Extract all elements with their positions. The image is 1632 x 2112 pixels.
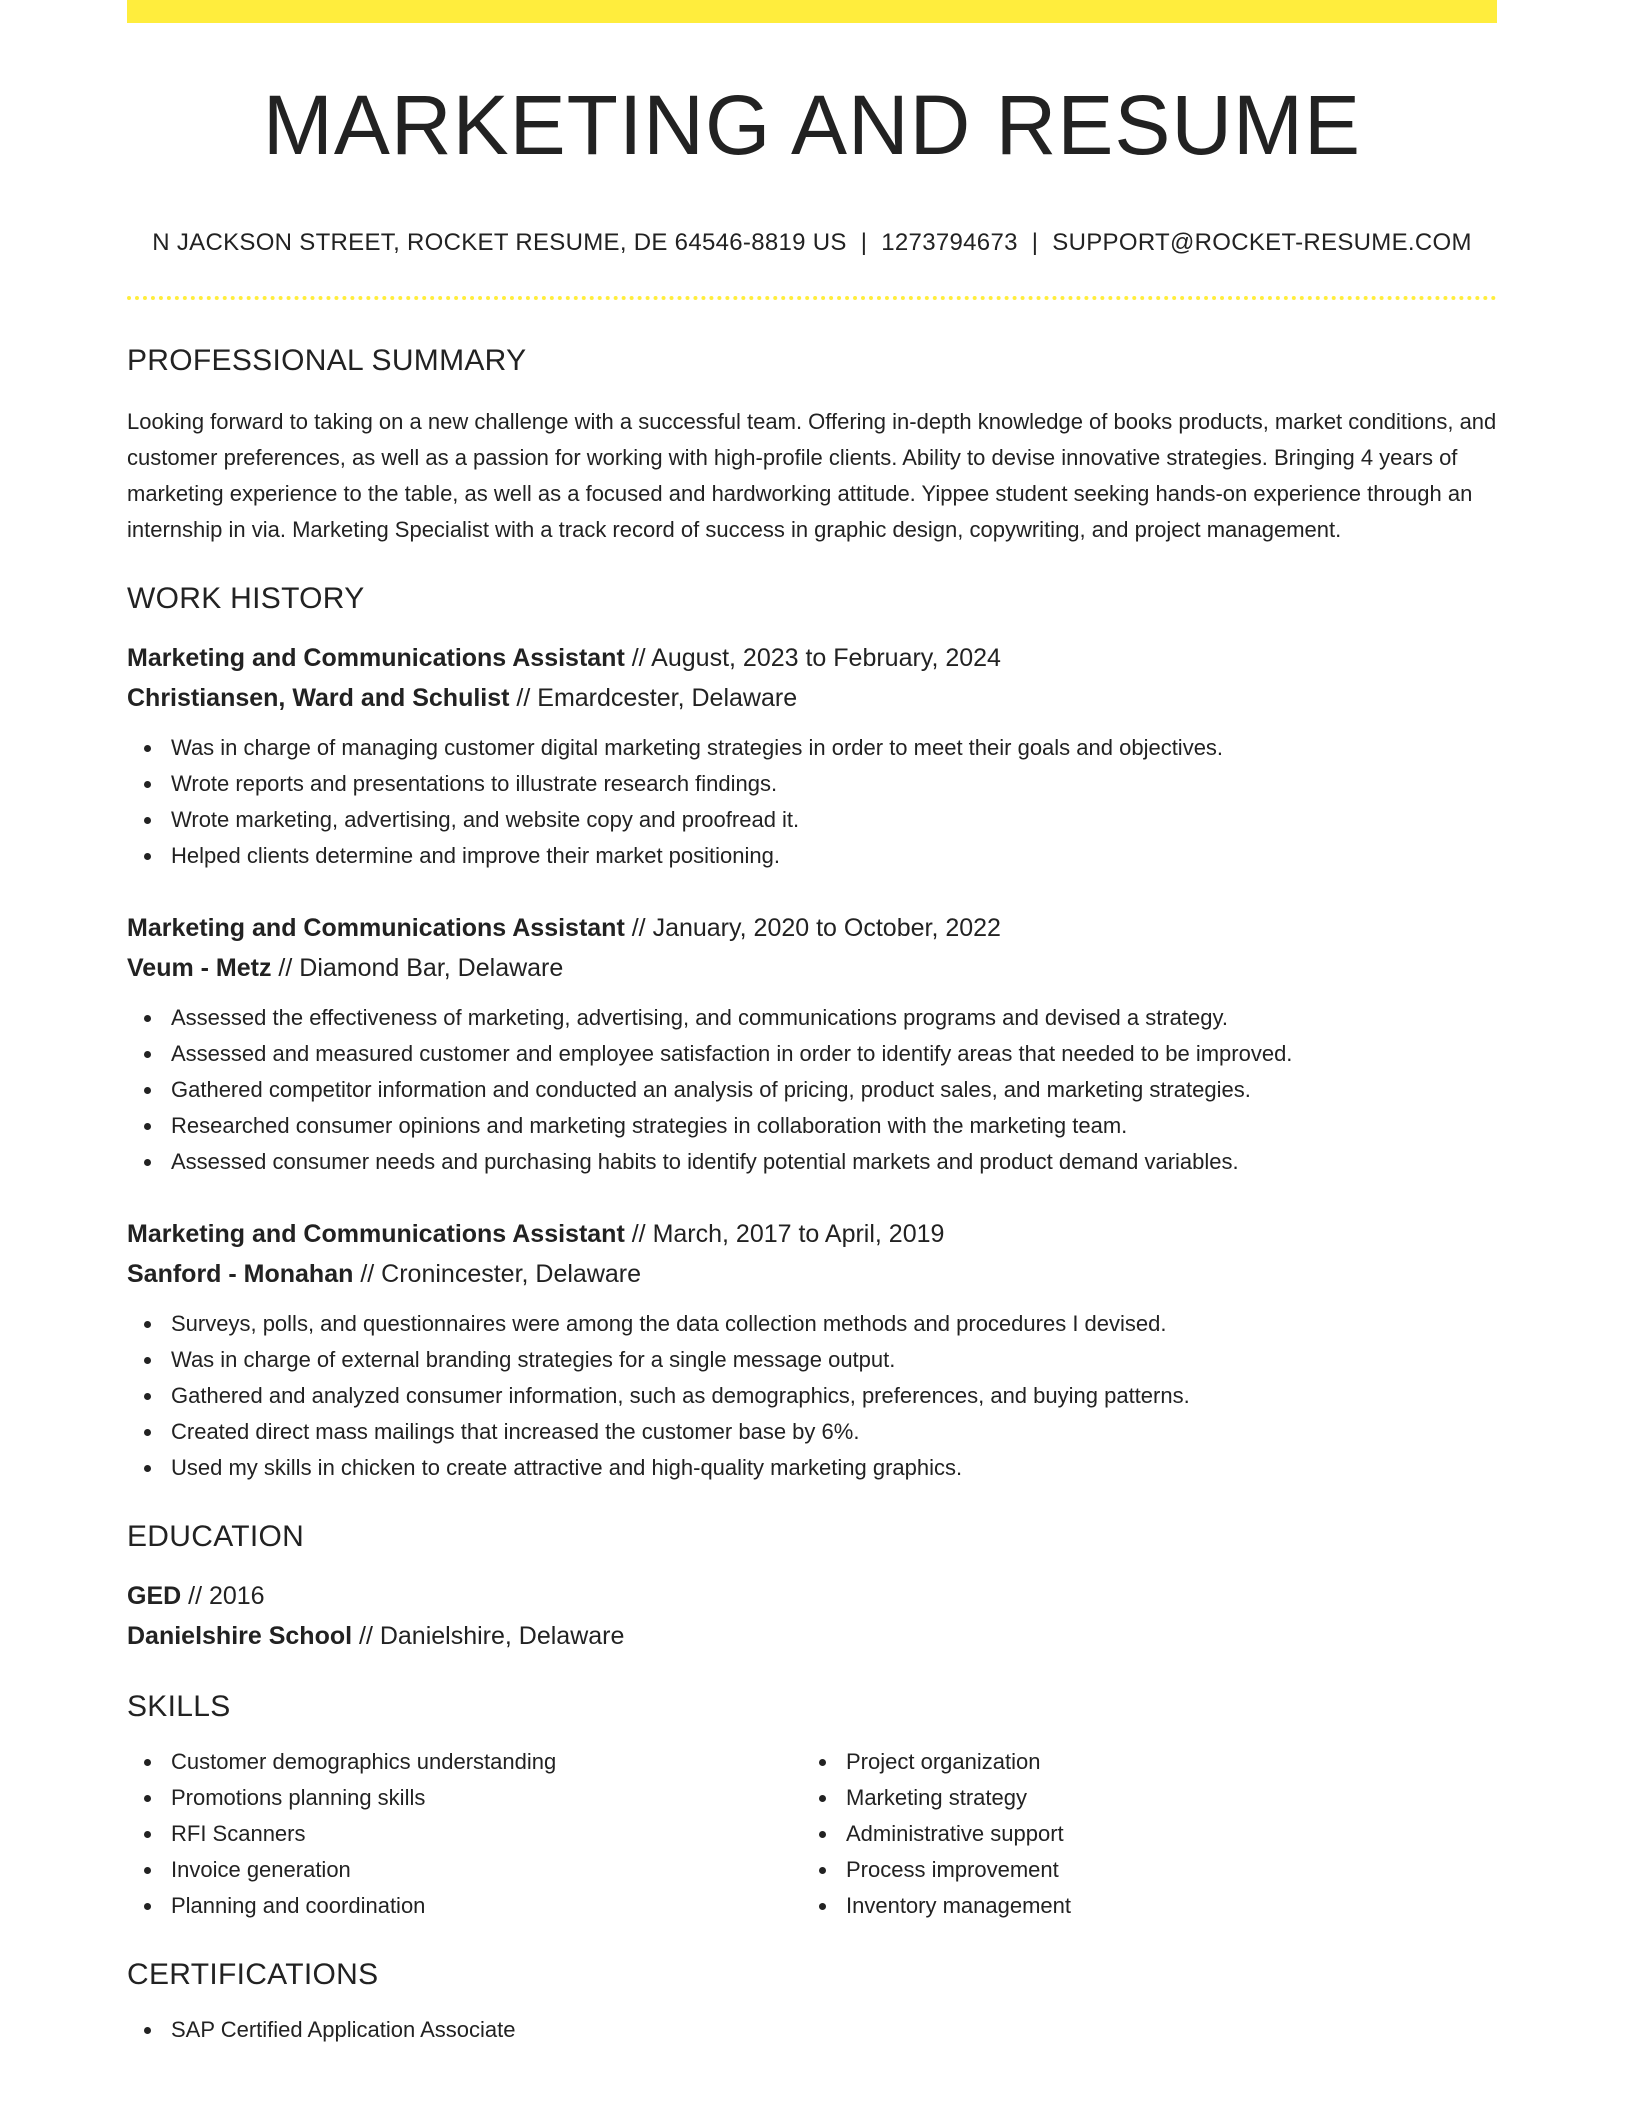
certifications-entry [127,2012,1497,2048]
education-year: // 2016 [181,1582,265,1610]
job-company-line [127,948,1497,988]
job-location: // Emardcester, Delaware [509,684,798,712]
job-location: // Cronincester, Delaware [353,1260,642,1288]
education-entry [127,1576,1497,1656]
top-accent-bar [127,0,1497,23]
job-bullets [127,1306,1497,1486]
list-item: Process improvement [846,1852,1477,1888]
list-item: Gathered competitor information and conducted an analysis of pricing, product sales, and marketing strategies. [171,1072,1497,1108]
list-item: Wrote reports and presentations to illustrate research findings. [171,766,1497,802]
certifications-list [127,2012,1497,2048]
list-item: Surveys, polls, and questionnaires were among the data collection methods and procedures I devised. [171,1306,1497,1342]
education-school: Danielshire School [127,1622,353,1650]
skills-list [127,1744,1497,1924]
list-item: Project organization [846,1744,1477,1780]
section-title-certifications: CERTIFICATIONS [127,1958,379,1991]
job-role-line [127,638,1497,678]
list-item: Helped clients determine and improve their market positioning. [171,838,1497,874]
header-divider [127,296,1497,300]
job-location: // Diamond Bar, Delaware [271,954,564,982]
section-title-education: EDUCATION [127,1520,305,1553]
education-location: // Danielshire, Delaware [352,1622,625,1650]
section-title-skills: SKILLS [127,1690,231,1723]
list-item: Was in charge of external branding strategies for a single message output. [171,1342,1497,1378]
list-item: Invoice generation [171,1852,802,1888]
list-item: Gathered and analyzed consumer information, such as demographics, preferences, and buying patterns. [171,1378,1497,1414]
section-title-work-history: WORK HISTORY [127,582,365,615]
job-company: Veum - Metz [127,954,272,982]
list-item: SAP Certified Application Associate [171,2012,1497,2048]
list-item: Wrote marketing, advertising, and website copy and proofread it. [171,802,1497,838]
job-dates: // August, 2023 to February, 2024 [624,644,1001,672]
resume-page [127,0,1497,2048]
job-entry [127,638,1497,874]
skills-column-right [802,1744,1477,1924]
list-item: Inventory management [846,1888,1477,1924]
list-item: Administrative support [846,1816,1477,1852]
contact-address: N JACKSON STREET, ROCKET RESUME, DE 64546-8819 US [152,229,847,256]
list-item: Assessed consumer needs and purchasing habits to identify potential markets and product demand variables. [171,1144,1497,1180]
job-dates: // March, 2017 to April, 2019 [624,1220,945,1248]
resume-name: MARKETING AND RESUME [262,78,1362,172]
list-item: Marketing strategy [846,1780,1477,1816]
skills-column-left [127,1744,802,1924]
job-role: Marketing and Communications Assistant [127,1220,625,1248]
list-item: Created direct mass mailings that increased the customer base by 6%. [171,1414,1497,1450]
list-item: Used my skills in chicken to create attractive and high-quality marketing graphics. [171,1450,1497,1486]
list-item: Researched consumer opinions and marketing strategies in collaboration with the marketing team. [171,1108,1497,1144]
section-title-summary: PROFESSIONAL SUMMARY [127,344,527,377]
list-item: Promotions planning skills [171,1780,802,1816]
job-dates: // January, 2020 to October, 2022 [624,914,1001,942]
job-entry [127,908,1497,1180]
contact-line [127,229,1497,257]
job-entry [127,1214,1497,1486]
contact-separator: | [1031,229,1039,256]
job-bullets [127,1000,1497,1180]
job-role-line [127,1214,1497,1254]
job-company: Christiansen, Ward and Schulist [127,684,510,712]
list-item: Customer demographics understanding [171,1744,802,1780]
list-item: RFI Scanners [171,1816,802,1852]
job-role: Marketing and Communications Assistant [127,914,625,942]
list-item: Was in charge of managing customer digital marketing strategies in order to meet their goals and objectives. [171,730,1497,766]
list-item: Planning and coordination [171,1888,802,1924]
contact-separator: | [860,229,868,256]
job-bullets [127,730,1497,874]
education-degree: GED [127,1582,182,1610]
contact-phone: 1273794673 [881,229,1018,256]
contact-email: SUPPORT@ROCKET-RESUME.COM [1052,229,1472,256]
list-item: Assessed and measured customer and employee satisfaction in order to identify areas that needed to be improved. [171,1036,1497,1072]
list-item: Assessed the effectiveness of marketing, advertising, and communications programs and devised a strategy. [171,1000,1497,1036]
job-role-line [127,908,1497,948]
education-degree-line [127,1576,1497,1616]
job-company-line [127,1254,1497,1294]
education-school-line [127,1616,1497,1656]
job-company: Sanford - Monahan [127,1260,354,1288]
summary-text: Looking forward to taking on a new challenge with a successful team. Offering in-depth knowledge of books products, market conditions, and customer preferences, as well as a passion for working with high-profile clients. Ability to devise innovative strategies. Bringing 4 years of marketing experience to the table, as well as a focused and hardworking attitude. Yippee student seeking hands-on experience through an internship in via. Marketing Specialist with a track record of success in graphic design, copywriting, and project management. [127,409,1497,542]
job-company-line [127,678,1497,718]
job-role: Marketing and Communications Assistant [127,644,625,672]
